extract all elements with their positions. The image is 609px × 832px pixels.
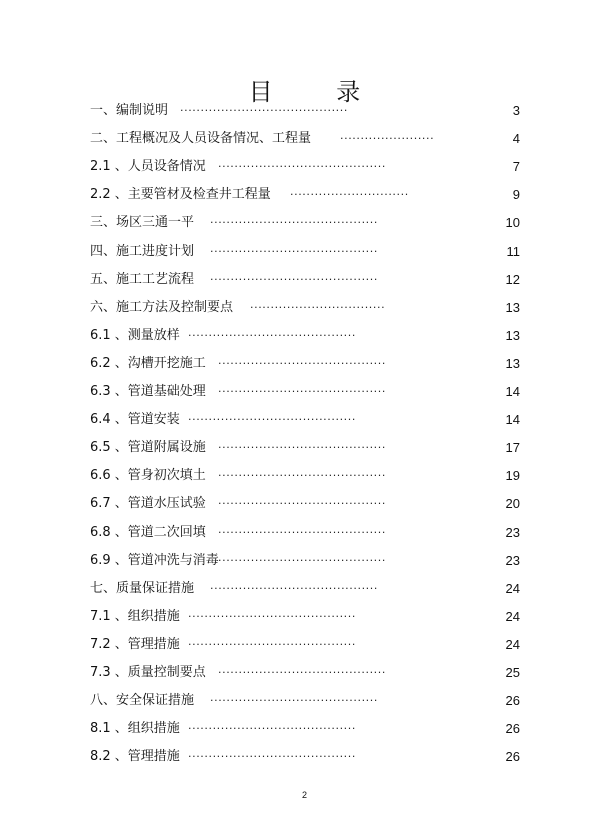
toc-entry-label: 六、施工方法及控制要点 — [90, 299, 234, 315]
toc-dot-leader: ......................................... — [210, 578, 378, 592]
toc-entry[interactable] — [90, 378, 520, 406]
toc-entry-page: 24 — [505, 608, 520, 624]
toc-entry[interactable] — [90, 294, 520, 322]
toc-entry-page: 24 — [505, 636, 520, 652]
toc-entry-label: 6.4 、管道安装 — [90, 412, 180, 428]
toc-entry[interactable] — [90, 743, 520, 771]
toc-entry-page: 19 — [505, 468, 520, 484]
toc-entry[interactable] — [90, 209, 520, 237]
toc-entry-label: 6.5 、管道附属设施 — [90, 440, 206, 456]
toc-entry[interactable] — [90, 687, 520, 715]
toc-entry-label: 6.9 、管道冲洗与消毒 — [90, 552, 219, 568]
toc-entry[interactable] — [90, 715, 520, 743]
toc-entry-page: 26 — [505, 749, 520, 765]
page-number: 2 — [301, 790, 307, 800]
toc-entry-page: 3 — [512, 103, 520, 118]
toc-entry-label: 2.1 、人员设备情况 — [90, 159, 206, 175]
toc-entry[interactable] — [90, 97, 520, 125]
toc-dot-leader: ......................................... — [218, 438, 386, 452]
toc-entry-label: 三、场区三通一平 — [90, 215, 195, 231]
toc-dot-leader: ......................................... — [218, 382, 386, 395]
toc-entry[interactable] — [90, 322, 520, 350]
toc-entry-label: 八、安全保证措施 — [90, 693, 195, 709]
toc-dot-leader: ......................................... — [188, 747, 356, 761]
toc-entry-page: 23 — [505, 524, 520, 540]
toc-dot-leader: ......................................... — [218, 550, 386, 564]
toc-entry[interactable] — [90, 462, 520, 490]
toc-dot-leader: ......................................... — [218, 466, 386, 480]
toc-entry-page: 17 — [505, 440, 520, 456]
toc-dot-leader: ......................................... — [188, 719, 356, 733]
toc-entry[interactable] — [90, 603, 520, 631]
toc-entry-label: 二、工程概况及人员设备情况、工程量 — [90, 131, 312, 147]
toc-entry-page: 14 — [505, 384, 520, 399]
toc-entry-page: 11 — [506, 243, 520, 259]
toc-entry-page: 13 — [505, 355, 520, 371]
toc-entry[interactable] — [90, 406, 520, 434]
toc-entry-label: 四、施工进度计划 — [90, 243, 195, 259]
toc-entry[interactable] — [90, 238, 520, 266]
toc-dot-leader: ......................................... — [188, 410, 356, 424]
toc-entry-page: 9 — [512, 187, 520, 203]
toc-entry[interactable] — [90, 519, 520, 547]
toc-dot-leader: ......................................... — [218, 494, 386, 508]
toc-dot-leader: ....................... — [340, 129, 435, 143]
toc-dot-leader: ............................. — [290, 185, 409, 199]
toc-entry-page: 7 — [512, 159, 520, 175]
toc-entry[interactable] — [90, 547, 520, 575]
toc-dot-leader: ......................................... — [210, 269, 378, 283]
toc-entry-label: 6.3 、管道基础处理 — [90, 384, 206, 399]
toc-entry[interactable] — [90, 181, 520, 209]
toc-dot-leader: ......................................... — [188, 634, 356, 648]
toc-dot-leader: ......................................... — [188, 325, 356, 339]
toc-entry-page: 12 — [505, 271, 520, 287]
toc-entry-label: 8.2 、管理措施 — [90, 749, 180, 765]
toc-entry-label: 6.6 、管身初次填土 — [90, 468, 206, 484]
toc-dot-leader: ......................................... — [210, 691, 378, 705]
toc-dot-leader: ......................................... — [180, 101, 348, 114]
toc-entry-page: 10 — [505, 215, 520, 231]
toc-entry-page: 13 — [505, 327, 520, 343]
toc-dot-leader: ......................................... — [218, 157, 386, 171]
toc-entry-label: 2.2 、主要管材及检查井工程量 — [90, 187, 271, 203]
toc-dot-leader: ................................. — [250, 297, 386, 311]
toc-entry-page: 25 — [505, 665, 520, 680]
toc-dot-leader: ......................................... — [218, 522, 386, 536]
toc-entry-page: 26 — [505, 693, 520, 709]
toc-entry-label: 7.1 、组织措施 — [90, 608, 180, 624]
toc-entry-page: 23 — [505, 552, 520, 568]
toc-entry-label: 8.1 、组织措施 — [90, 721, 180, 737]
toc-entry[interactable] — [90, 266, 520, 294]
page-title: 目 录 — [248, 78, 389, 106]
toc-entry-page: 20 — [505, 496, 520, 512]
toc-entry-page: 24 — [505, 580, 520, 596]
toc-dot-leader: ......................................... — [210, 213, 378, 227]
toc-dot-leader: ......................................... — [210, 241, 378, 255]
toc-entry-page: 4 — [512, 131, 520, 147]
toc-entry-page: 26 — [505, 721, 520, 737]
toc-entry-label: 6.7 、管道水压试验 — [90, 496, 206, 512]
toc-entry[interactable] — [90, 659, 520, 687]
toc-dot-leader: ......................................... — [218, 663, 386, 676]
toc-entry-label: 6.8 、管道二次回填 — [90, 524, 206, 540]
toc-entry[interactable] — [90, 350, 520, 378]
toc-entry-page: 13 — [505, 299, 520, 315]
toc-entry[interactable] — [90, 631, 520, 659]
toc-entry-label: 6.1 、测量放样 — [90, 327, 180, 343]
toc-entry-label: 7.3 、质量控制要点 — [90, 665, 206, 680]
toc-dot-leader: ......................................... — [218, 353, 386, 367]
toc-entry[interactable] — [90, 434, 520, 462]
toc-entry-label: 五、施工工艺流程 — [90, 271, 195, 287]
toc-entry-label: 6.2 、沟槽开挖施工 — [90, 355, 206, 371]
toc-entry[interactable] — [90, 575, 520, 603]
toc-dot-leader: ......................................... — [188, 606, 356, 620]
toc-entry-page: 14 — [505, 412, 520, 428]
toc-entry[interactable] — [90, 125, 520, 153]
toc-entry[interactable] — [90, 153, 520, 181]
toc-entry-label: 一、编制说明 — [90, 103, 169, 118]
toc-entry-label: 七、质量保证措施 — [90, 580, 195, 596]
toc-entry[interactable] — [90, 490, 520, 518]
toc-entry-label: 7.2 、管理措施 — [90, 636, 180, 652]
